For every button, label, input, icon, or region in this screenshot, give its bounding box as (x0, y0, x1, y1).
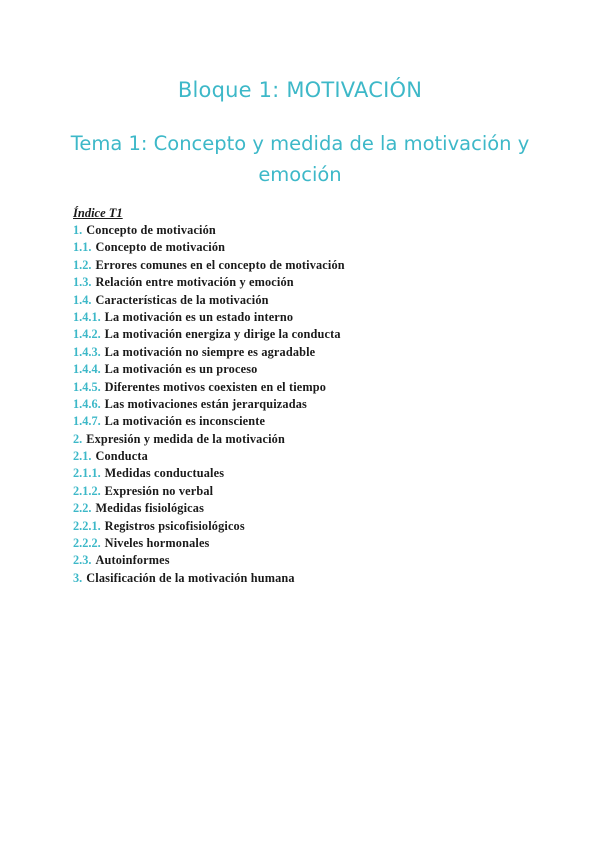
toc-item (73, 483, 345, 500)
toc-item (73, 448, 345, 465)
toc-item (73, 570, 345, 587)
toc-item-number: 1.4.4. (73, 362, 101, 377)
toc-item-label: Diferentes motivos coexisten en el tiempo (104, 379, 327, 394)
toc-item-label: Niveles hormonales (104, 536, 210, 551)
toc-item-label: La motivación energiza y dirige la conducta (104, 327, 341, 342)
toc-item-number: 1.4.1. (73, 309, 101, 324)
toc-item-label: La motivación es un proceso (104, 362, 258, 377)
toc-item-label: Concepto de motivación (86, 223, 216, 237)
toc-item-label: Características de la motivación (95, 292, 269, 307)
toc-item (73, 309, 345, 326)
toc-item-number: 1.4.5. (73, 379, 101, 394)
toc-item-label: Medidas conductuales (104, 466, 225, 481)
toc-item-label: Errores comunes en el concepto de motivación (95, 257, 345, 272)
toc-item (73, 413, 345, 430)
toc-item-label: Clasificación de la motivación humana (86, 570, 295, 585)
toc-item-number: 2.1. (73, 449, 92, 464)
toc-item-number: 1.4.3. (73, 344, 101, 359)
toc-item (73, 465, 345, 482)
toc-item-label: Relación entre motivación y emoción (95, 275, 294, 290)
table-of-contents (73, 222, 345, 587)
toc-item (73, 344, 345, 361)
toc-item-number: 1.4.2. (73, 327, 101, 342)
index-heading: Índice T1 (73, 206, 123, 220)
toc-item-number: 3. (73, 570, 83, 585)
toc-item-label: Concepto de motivación (95, 240, 226, 255)
toc-item-number: 2.1.1. (73, 466, 101, 481)
toc-item-number: 1.2. (73, 257, 92, 272)
toc-item-number: 1.4.7. (73, 414, 101, 429)
toc-item (73, 431, 345, 448)
toc-item (73, 396, 345, 413)
toc-item (73, 239, 345, 256)
toc-item (73, 552, 345, 569)
toc-item-label: Expresión no verbal (104, 483, 214, 498)
toc-item-number: 2.2.1. (73, 518, 101, 533)
toc-item-number: 1.3. (73, 275, 92, 290)
toc-item-label: Expresión y medida de la motivación (86, 431, 285, 446)
block-title: Bloque 1: MOTIVACIÓN (177, 78, 423, 102)
toc-item (73, 222, 345, 239)
toc-item-label: Medidas fisiológicas (95, 501, 205, 516)
toc-item-label: La motivación no siempre es agradable (104, 344, 316, 359)
toc-item-number: 1.4.6. (73, 396, 101, 411)
toc-item (73, 326, 345, 343)
toc-item-label: Las motivaciones están jerarquizadas (104, 396, 307, 411)
toc-item-number: 2.2. (73, 501, 92, 516)
toc-item (73, 535, 345, 552)
toc-item (73, 379, 345, 396)
toc-item (73, 274, 345, 291)
toc-item-number: 2.2.2. (73, 536, 101, 551)
toc-item-number: 2.3. (73, 553, 92, 568)
toc-item-number: 1.4. (73, 292, 92, 307)
toc-item-label: Conducta (95, 449, 148, 464)
toc-item-label: La motivación es un estado interno (104, 309, 294, 324)
toc-item (73, 257, 345, 274)
toc-item (73, 500, 345, 517)
toc-item (73, 361, 345, 378)
toc-item-number: 1.1. (73, 240, 92, 255)
toc-item (73, 292, 345, 309)
toc-item-number: 2.1.2. (73, 483, 101, 498)
toc-item-number: 2. (73, 431, 83, 446)
topic-title: Tema 1: Concepto y medida de la motivación y emoción (70, 132, 530, 186)
toc-item-label: La motivación es inconsciente (104, 414, 266, 429)
toc-item-label: Registros psicofisiológicos (104, 518, 245, 533)
toc-item-label: Autoinformes (95, 553, 170, 568)
toc-item-number: 1. (73, 223, 83, 237)
toc-item (73, 518, 345, 535)
